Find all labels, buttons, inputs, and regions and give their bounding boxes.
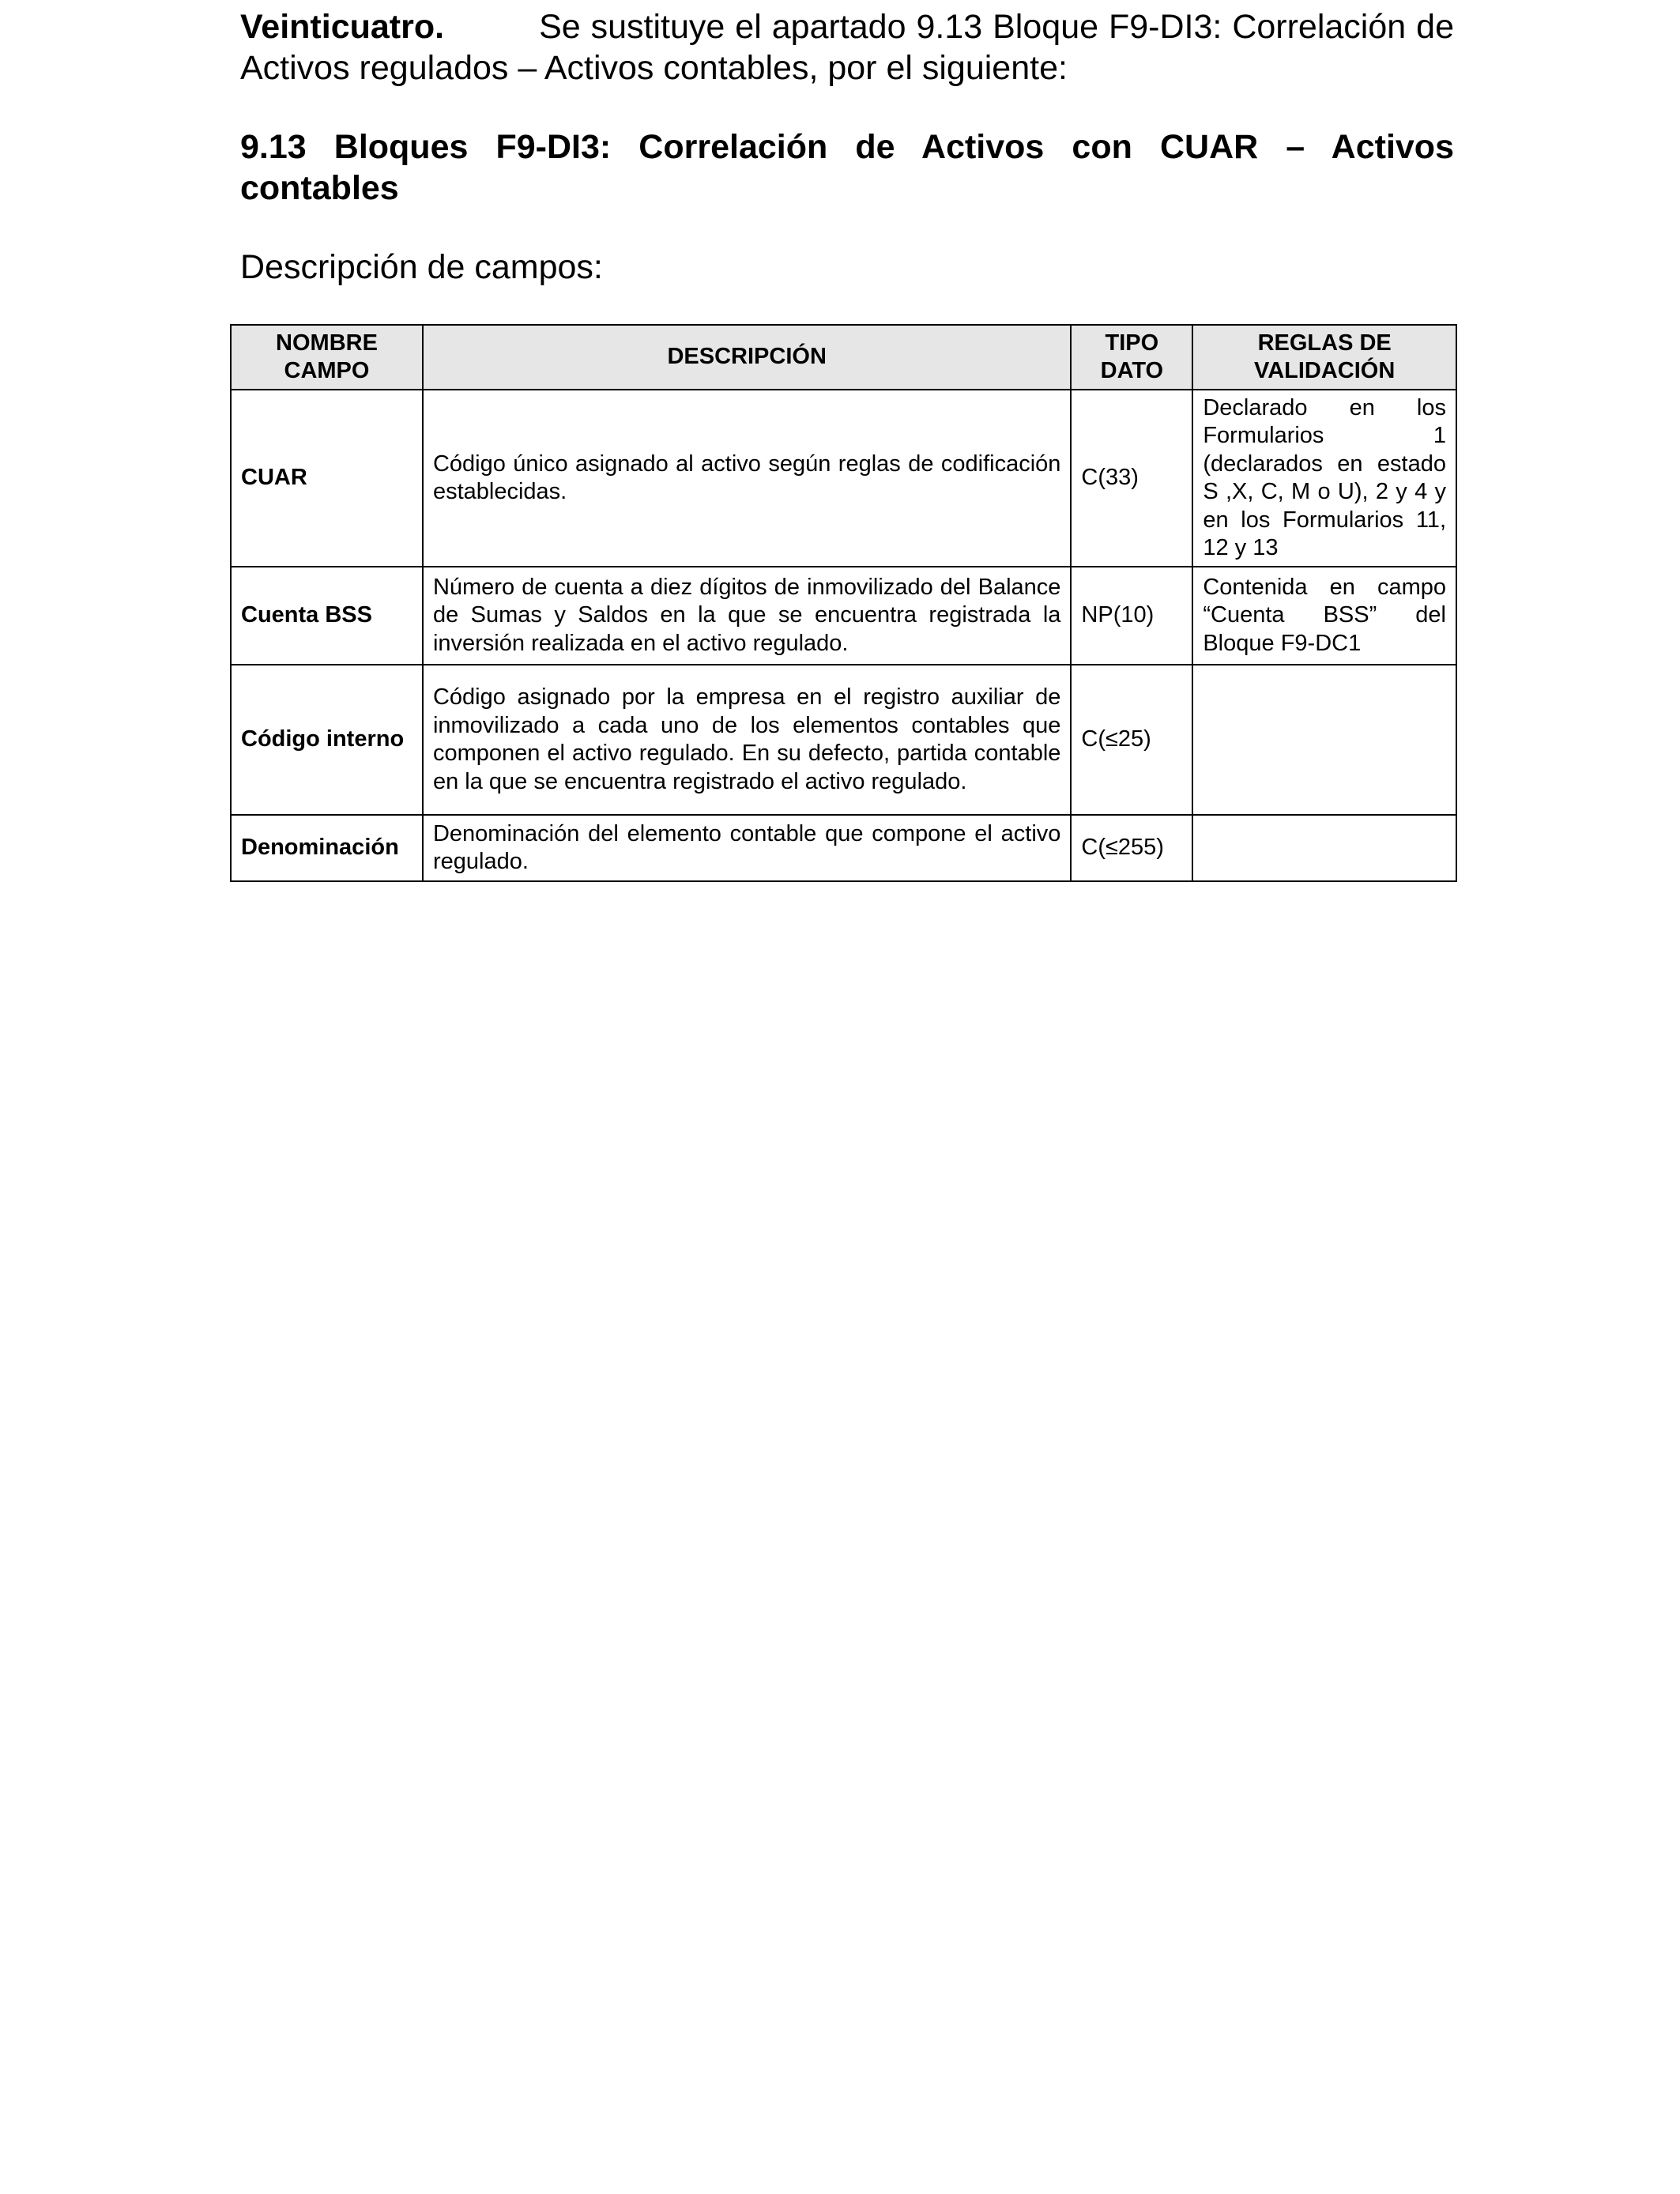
field-type: C(≤255) bbox=[1071, 815, 1192, 881]
intro-text: Se sustituye el apartado 9.13 Bloque F9-DI3: Correlación de Activos regulados – Activos contables, por el siguiente: bbox=[240, 8, 1454, 87]
field-name: Denominación bbox=[231, 815, 423, 881]
field-type: C(33) bbox=[1071, 390, 1192, 567]
section-subtitle: Descripción de campos: bbox=[240, 248, 603, 286]
field-description: Código asignado por la empresa en el registro auxiliar de inmovilizado a cada uno de los elementos contables que componen el activo regulado. En su defecto, partida contable en la que se encuentra registrado el activo regulado. bbox=[423, 665, 1071, 815]
table-row bbox=[231, 567, 1456, 665]
fields-table bbox=[230, 324, 1457, 882]
field-name: CUAR bbox=[231, 390, 423, 567]
header-name: NOMBRE CAMPO bbox=[231, 325, 423, 390]
intro-paragraph bbox=[240, 6, 1454, 89]
field-rules bbox=[1192, 815, 1456, 881]
table-row bbox=[231, 665, 1456, 815]
field-description: Código único asignado al activo según reglas de codificación establecidas. bbox=[423, 390, 1071, 567]
header-description: DESCRIPCIÓN bbox=[423, 325, 1071, 390]
table-header-row bbox=[231, 325, 1456, 390]
field-description: Número de cuenta a diez dígitos de inmovilizado del Balance de Sumas y Saldos en la que se encuentra registrada la inversión realizada en el activo regulado. bbox=[423, 567, 1071, 665]
field-rules: Declarado en los Formularios 1 (declarados en estado S ,X, C, M o U), 2 y 4 y en los Formularios 11, 12 y 13 bbox=[1192, 390, 1456, 567]
field-name: Cuenta BSS bbox=[231, 567, 423, 665]
table-row bbox=[231, 815, 1456, 881]
field-description: Denominación del elemento contable que compone el activo regulado. bbox=[423, 815, 1071, 881]
field-name: Código interno bbox=[231, 665, 423, 815]
document-page bbox=[240, 0, 1454, 288]
section-title: 9.13 Bloques F9-DI3: Correlación de Activos con CUAR – Activos contables bbox=[240, 128, 1454, 207]
field-type: C(≤25) bbox=[1071, 665, 1192, 815]
field-rules: Contenida en campo “Cuenta BSS” del Bloque F9-DC1 bbox=[1192, 567, 1456, 665]
field-rules bbox=[1192, 665, 1456, 815]
header-type: TIPO DATO bbox=[1071, 325, 1192, 390]
intro-lead: Veinticuatro. bbox=[240, 8, 445, 46]
table-row bbox=[231, 390, 1456, 567]
field-type: NP(10) bbox=[1071, 567, 1192, 665]
header-rules: REGLAS DE VALIDACIÓN bbox=[1192, 325, 1456, 390]
